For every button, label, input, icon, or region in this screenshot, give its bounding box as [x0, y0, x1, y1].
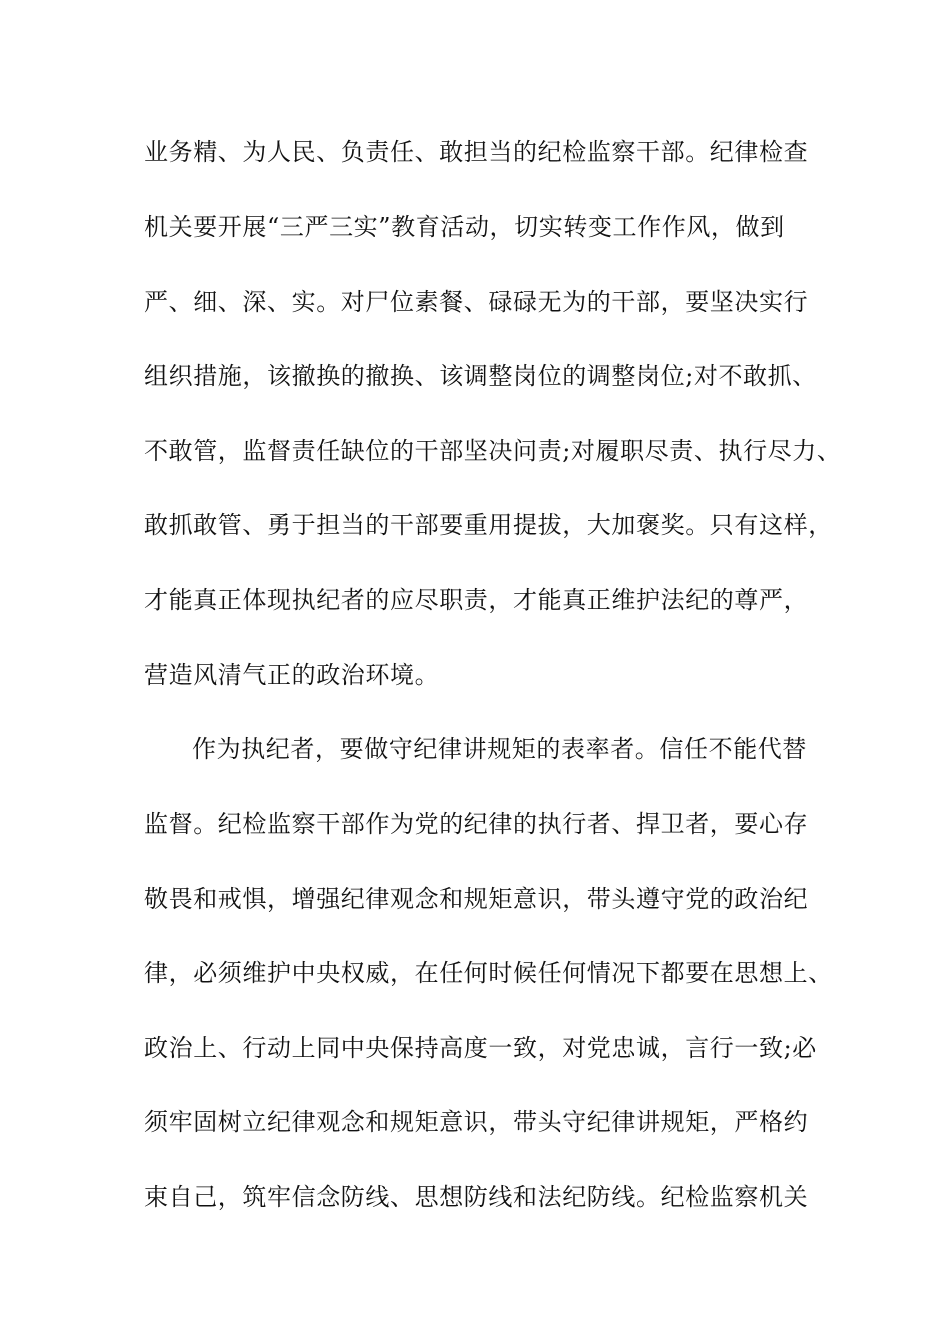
text-line: 营造风清气正的政治环境。: [144, 661, 440, 689]
text-line: 律，必须维护中央权威，在任何时候任何情况下都要在思想上、: [144, 959, 833, 987]
text-line: 政治上、行动上同中央保持高度一致，对党忠诚，言行一致;必: [144, 1034, 817, 1062]
text-line: 监督。纪检监察干部作为党的纪律的执行者、捍卫者，要心存: [144, 810, 809, 838]
text-line: 组织措施，该撤换的撤换、该调整岗位的调整岗位;对不敢抓、: [144, 362, 817, 390]
text-line: 须牢固树立纪律观念和规矩意识，带头守纪律讲规矩，严格约: [144, 1108, 809, 1136]
text-line: 才能真正体现执纪者的应尽职责，才能真正维护法纪的尊严，: [144, 586, 809, 614]
text-line: 不敢管，监督责任缺位的干部坚决问责;对履职尽责、执行尽力、: [144, 437, 842, 465]
paragraph-first-line: 作为执纪者，要做守纪律讲规矩的表率者。信任不能代替: [192, 735, 807, 763]
text-line: 敢抓敢管、勇于担当的干部要重用提拔，大加褒奖。只有这样，: [144, 511, 833, 539]
text-line: 束自己，筑牢信念防线、思想防线和法纪防线。纪检监察机关: [144, 1183, 809, 1211]
text-line: 机关要开展“三严三实”教育活动，切实转变工作作风，做到: [144, 213, 785, 241]
text-line: 敬畏和戒惧，增强纪律观念和规矩意识，带头遵守党的政治纪: [144, 885, 809, 913]
text-line: 业务精、为人民、负责任、敢担当的纪检监察干部。纪律检查: [144, 138, 809, 166]
text-line: 严、细、深、实。对尸位素餐、碌碌无为的干部，要坚决实行: [144, 288, 809, 316]
